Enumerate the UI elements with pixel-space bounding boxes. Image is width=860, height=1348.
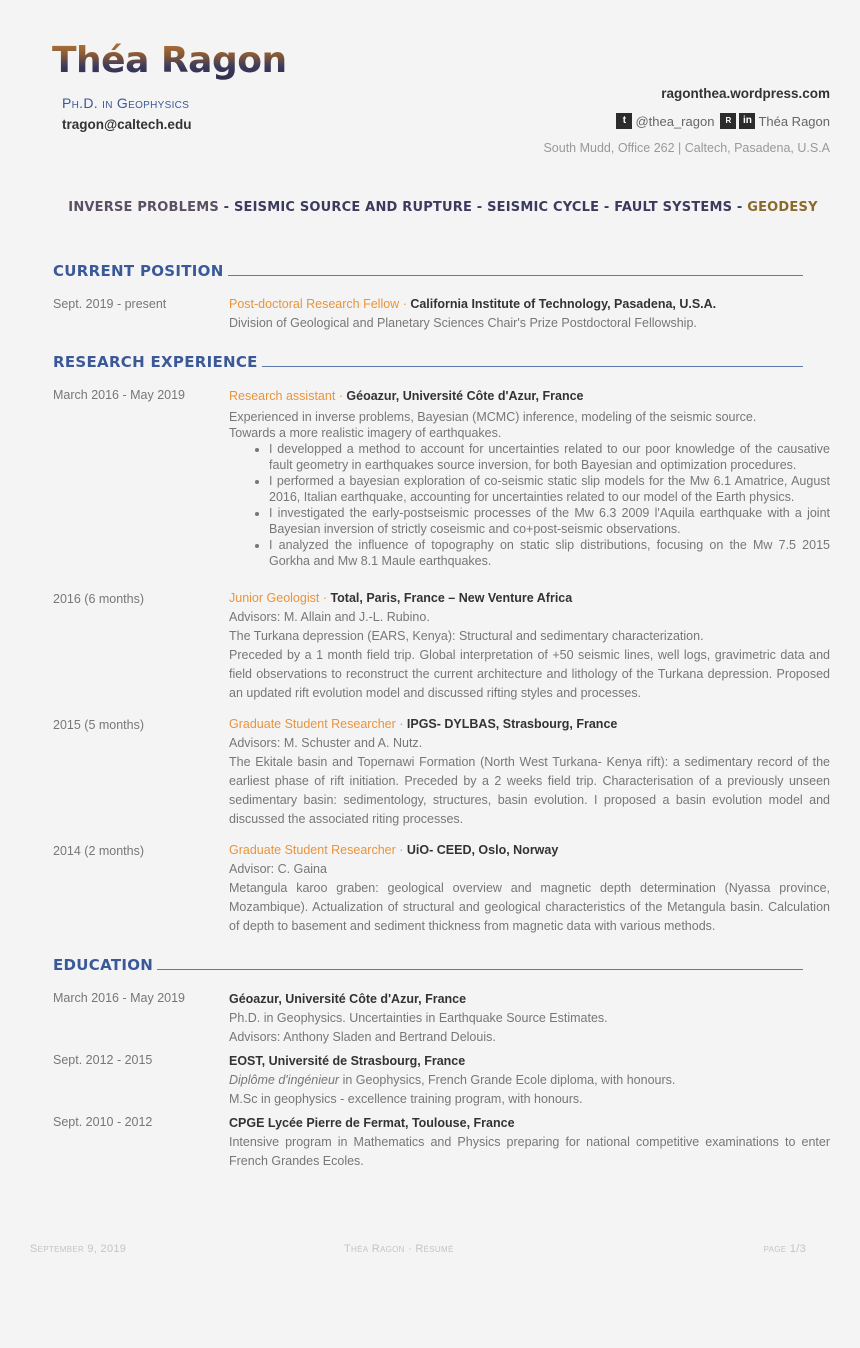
entry-desc: Preceded by a 1 month field trip. Global interpretation of +50 seismic lines, well logs, gravimetric data and field observations to reconstruct the current architecture and lithology of the Turkana depression. Proposed an updated rift evolution model and discussed rifting styles and processes. [229, 648, 830, 700]
entry-research-3: Graduate Student Researcher · UiO- CEED, Oslo, Norway Advisor: C. Gaina Metangula karoo graben: geological overview and magnetic depth determination (Nyassa province, Mozambique). Actualization of structural and geological characteristics of the Metangula basin. Calculation of depth to basement and sediment thickness from magnetic data with various methods. [229, 841, 830, 936]
website-link[interactable]: ragonthea.wordpress.com [661, 86, 830, 101]
entry-desc: Division of Geological and Planetary Sciences Chair's Prize Postdoctoral Fellowship. [229, 316, 697, 330]
keyword: GEODESY [747, 200, 818, 215]
entry-education-2 [229, 1114, 830, 1171]
entry-org: Total, Paris, France – New Venture Africa [330, 591, 573, 605]
section-rule [157, 969, 803, 970]
entry-desc: Towards a more realistic imagery of earthquakes. [229, 426, 502, 440]
entry-desc: The Ekitale basin and Topernawi Formation (North West Turkana- Kenya rift): a sedimentary record of the earliest phase of rift initiation. Preceded by a 2 weeks field trip. Characterisation of a previously unseen sedimentary basin: sedimentology, structures, basin evolution. I proposed a basin evolution model and discussed the associated riting processes. [229, 755, 830, 826]
entry-research-2: Graduate Student Researcher · IPGS- DYLBAS, Strasbourg, France Advisors: M. Schuster and A. Nutz. The Ekitale basin and Topernawi Formation (North West Turkana- Kenya rift): a sedimentary record of the earliest phase of rift initiation. Preceded by a 2 weeks field trip. Characterisation of a previously unseen sedimentary basin: sedimentology, structures, basin evolution. I proposed a basin evolution model and discussed the associated riting processes. [229, 715, 830, 829]
entry-desc: Advisors: Anthony Sladen and Bertrand Delouis. [229, 1030, 496, 1044]
entry-role: Post-doctoral Research Fellow [229, 297, 400, 311]
entry-desc: Advisor: C. Gaina [229, 862, 327, 876]
entry-org: EOST, Université de Strasbourg, France [229, 1054, 466, 1068]
entry-date: 2016 (6 months) [53, 592, 145, 606]
section-title: RESEARCH EXPERIENCE [53, 353, 258, 371]
section-title: CURRENT POSITION [53, 262, 224, 280]
entry-role: Junior Geologist [229, 591, 320, 605]
entry-org: UiO- CEED, Oslo, Norway [406, 843, 559, 857]
keyword: INVERSE PROBLEMS [68, 200, 219, 215]
address: South Mudd, Office 262 | Caltech, Pasadena, U.S.A [543, 141, 830, 155]
research-keywords: INVERSE PROBLEMS - SEISMIC SOURCE AND RUPTURE - SEISMIC CYCLE - FAULT SYSTEMS - GEODESY [68, 200, 818, 215]
keyword: SEISMIC SOURCE AND RUPTURE [233, 200, 473, 215]
social-links [616, 113, 830, 129]
linkedin-icon[interactable]: in [739, 113, 755, 129]
section-rule [262, 366, 803, 367]
entry-italic: Diplôme d'ingénieur [229, 1073, 340, 1087]
list-item: • I developped a method to account for uncertainties related to our poor knowledge of the causative fault geometry in earthquakes source inversion, for both Bayesian and optimization procedures. [269, 441, 830, 473]
list-item: • I investigated the early-postseismic processes of the Mw 6.3 2009 l'Aquila earthquake with a joint Bayesian inversion of strictly coseismic and co+post-seismic observations. [269, 505, 830, 537]
keyword: FAULT SYSTEMS [614, 200, 733, 215]
entry-desc: Advisors: M. Schuster and A. Nutz. [229, 736, 423, 750]
entry-research-1: Junior Geologist · Total, Paris, France – New Venture Africa Advisors: M. Allain and J.-L. Rubino. The Turkana depression (EARS, Kenya): Structural and sedimentary characterization. Preceded by a 1 month field trip. Global interpretation of +50 seismic lines, well logs, gravimetric data and field observations to reconstruct the current architecture and lithology of the Turkana depression. Proposed an updated rift evolution model and discussed rifting styles and processes. [229, 589, 830, 703]
entry-date: Sept. 2012 - 2015 [53, 1053, 153, 1067]
entry-date: March 2016 - May 2019 [53, 388, 186, 402]
list-item: • I analyzed the influence of topography on static slip distributions, focusing on the Mw 7.5 2015 Gorkha and Mw 8.1 Maule earthquakes. [269, 537, 830, 569]
entry-desc: Experienced in inverse problems, Bayesian (MCMC) inference, modeling of the seismic source. [229, 410, 757, 424]
researchgate-icon[interactable]: R [720, 113, 736, 129]
entry-date: Sept. 2019 - present [53, 297, 167, 311]
section-education [53, 956, 803, 974]
twitter-handle[interactable]: @thea_ragon [635, 113, 715, 129]
entry-education-1 [229, 1052, 830, 1109]
twitter-icon[interactable]: t [616, 113, 632, 129]
footer-page-number: page 1/3 [763, 1243, 806, 1255]
footer-title: Théa Ragon · Résumé [344, 1243, 454, 1255]
section-current-position [53, 262, 803, 280]
entry-role: Graduate Student Researcher [229, 717, 396, 731]
entry-education-0 [229, 990, 830, 1047]
entry-research-0: Research assistant · Géoazur, Université Côte d'Azur, France Experienced in inverse problems, Bayesian (MCMC) inference, modeling of the seismic source. Towards a more realistic imagery of earthquakes. • I developped a method to account for uncertainties related to our poor knowledge of the causative fault geometry in earthquakes source inversion, for both Bayesian and optimization procedures. • I performed a bayesian exploration of co-seismic static slip models for the Mw 6.1 Amatrice, August 2016, Italian earthquake, accounting for uncertainties related to our model of the Earth physics. • I investigated the early-postseismic processes of the Mw 6.3 2009 l'Aquila earthquake with a joint Bayesian inversion of strictly coseismic and co+post-seismic observations. • I analyzed the influence of topography on static slip distributions, focusing on the Mw 7.5 2015 Gorkha and Mw 8.1 Maule earthquakes. [229, 387, 830, 569]
entry-org: IPGS- DYLBAS, Strasbourg, France [406, 717, 618, 731]
entry-date: March 2016 - May 2019 [53, 991, 186, 1005]
entry-desc: The Turkana depression (EARS, Kenya): Structural and sedimentary characterization. [229, 629, 704, 643]
entry-date: 2015 (5 months) [53, 718, 145, 732]
author-subtitle: Ph.D. in Geophysics [62, 95, 190, 111]
footer-date: September 9, 2019 [30, 1243, 127, 1255]
entry-date: 2014 (2 months) [53, 844, 145, 858]
entry-role: Research assistant [229, 389, 336, 403]
author-name: Théa Ragon [52, 40, 287, 81]
section-title: EDUCATION [53, 956, 154, 974]
entry-current: Post-doctoral Research Fellow · California Institute of Technology, Pasadena, U.S.A. Division of Geological and Planetary Sciences Chair's Prize Postdoctoral Fellowship. [229, 295, 830, 333]
entry-desc: M.Sc in geophysics - excellence training program, with honours. [229, 1092, 583, 1106]
entry-desc: Metangula karoo graben: geological overview and magnetic depth determination (Nyassa province, Mozambique). Actualization of structural and geological characteristics of the Metangula basin. Calculation of depth to basement and sediment thickness from magnetic data with various methods. [229, 881, 830, 933]
email-link[interactable]: tragon@caltech.edu [62, 117, 192, 132]
entry-org: California Institute of Technology, Pasadena, U.S.A. [410, 297, 717, 311]
keyword: SEISMIC CYCLE [487, 200, 600, 215]
entry-org: CPGE Lycée Pierre de Fermat, Toulouse, France [229, 1116, 515, 1130]
entry-role: Graduate Student Researcher [229, 843, 396, 857]
linkedin-name[interactable]: Théa Ragon [758, 113, 830, 129]
entry-desc: Diplôme d'ingénieur in Geophysics, French Grande Ecole diploma, with honours. [229, 1073, 676, 1087]
entry-date: Sept. 2010 - 2012 [53, 1115, 153, 1129]
entry-org: Géoazur, Université Côte d'Azur, France [346, 389, 584, 403]
section-rule [228, 275, 803, 276]
section-research-experience [53, 353, 803, 371]
entry-desc: Intensive program in Mathematics and Physics preparing for national competitive examinations to enter French Grandes Ecoles. [229, 1135, 830, 1168]
bullet-list [229, 441, 830, 569]
list-item: • I performed a bayesian exploration of co-seismic static slip models for the Mw 6.1 Amatrice, August 2016, Italian earthquake, accounting for uncertainties related to our model of the Earth physics. [269, 473, 830, 505]
entry-desc: Advisors: M. Allain and J.-L. Rubino. [229, 610, 430, 624]
entry-org: Géoazur, Université Côte d'Azur, France [229, 992, 467, 1006]
entry-desc: Ph.D. in Geophysics. Uncertainties in Earthquake Source Estimates. [229, 1011, 608, 1025]
